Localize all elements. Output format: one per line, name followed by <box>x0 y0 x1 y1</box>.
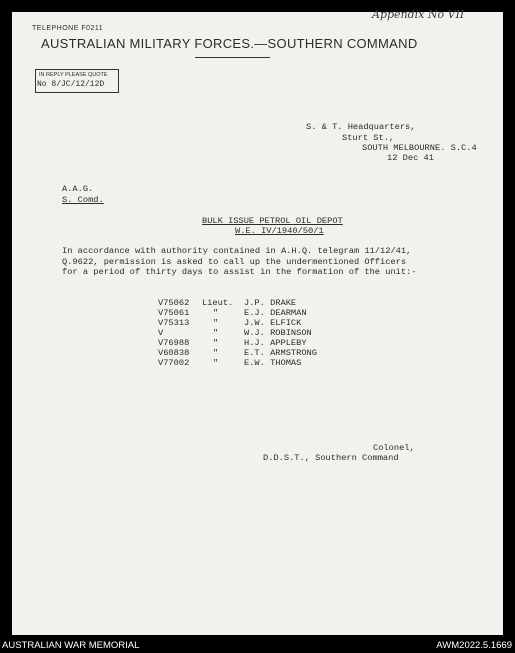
signatory-rank: Colonel, <box>373 443 415 453</box>
address-line: Sturt St., <box>342 133 395 143</box>
officer-rank: Lieut. <box>202 298 234 308</box>
officer-rank: " <box>213 358 219 368</box>
subject-title: BULK ISSUE PETROL OIL DEPOT <box>202 216 343 226</box>
letter-date: 12 Dec 41 <box>387 153 434 163</box>
officer-name: E.T. ARMSTRONG <box>244 348 317 358</box>
officer-name: J.W. ELFICK <box>244 318 302 328</box>
heading-rule <box>195 57 270 58</box>
officer-name: E.J. DEARMAN <box>244 308 307 318</box>
address-line: SOUTH MELBOURNE. S.C.4 <box>362 143 477 153</box>
officer-name: E.W. THOMAS <box>244 358 302 368</box>
officer-number: V60838 <box>158 348 190 358</box>
officer-number: V75313 <box>158 318 190 328</box>
signatory-position: D.D.S.T., Southern Command <box>263 453 399 463</box>
officer-name: W.J. ROBINSON <box>244 328 312 338</box>
address-line: S. & T. Headquarters, <box>306 122 416 132</box>
officer-rank: " <box>213 348 219 358</box>
officer-number: V <box>158 328 164 338</box>
reply-reference: No 8/JC/12/12D <box>37 80 105 89</box>
organisation-heading: AUSTRALIAN MILITARY FORCES.—SOUTHERN COMMAND <box>41 36 418 51</box>
reply-label: IN REPLY PLEASE QUOTE <box>39 72 108 78</box>
officer-rank: " <box>213 318 219 328</box>
officer-number: V75062 <box>158 298 190 308</box>
officer-name: H.J. APPLEBY <box>244 338 307 348</box>
body-line: In accordance with authority contained in A.H.Q. telegram 11/12/41, <box>62 246 412 256</box>
officer-number: V75061 <box>158 308 190 318</box>
officer-number: V77002 <box>158 358 190 368</box>
handwritten-annotation: Appendix No VII <box>372 8 465 21</box>
telephone-number: TELEPHONE F0211 <box>32 25 104 32</box>
body-line: Q.9622, permission is asked to call up the undermentioned Officers <box>62 257 407 267</box>
footer-accession: AWM2022.5.1669 <box>436 640 512 651</box>
officer-rank: " <box>213 328 219 338</box>
body-line: for a period of thirty days to assist in the formation of the unit:- <box>62 267 417 277</box>
footer-source: AUSTRALIAN WAR MEMORIAL <box>2 640 140 651</box>
recipient-line: A.A.G. <box>62 184 94 194</box>
officer-number: V76988 <box>158 338 190 348</box>
officer-rank: " <box>213 308 219 318</box>
officer-name: J.P. DRAKE <box>244 298 297 308</box>
officer-rank: " <box>213 338 219 348</box>
recipient-line: S. Comd. <box>62 195 104 205</box>
subject-reference: W.E. IV/1940/50/1 <box>235 226 324 236</box>
